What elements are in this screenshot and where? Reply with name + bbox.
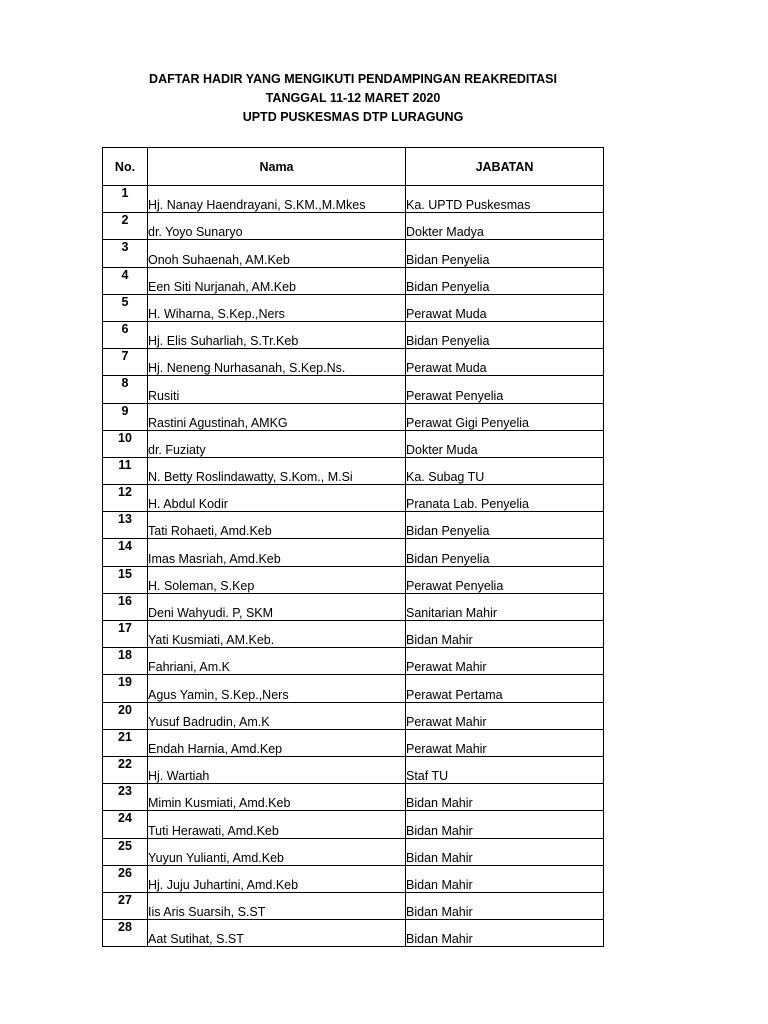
row-name: Yuyun Yulianti, Amd.Keb [148,838,406,865]
document-date: TANGGAL 11-12 MARET 2020 [265,91,441,105]
row-position: Bidan Penyelia [406,321,604,348]
row-name: Endah Harnia, Amd.Kep [148,729,406,756]
row-name: Tuti Herawati, Amd.Keb [148,811,406,838]
column-header-jabatan: JABATAN [406,148,604,186]
row-name: N. Betty Roslindawatty, S.Kom., M.Si [148,457,406,484]
row-position: Bidan Penyelia [406,512,604,539]
row-name: Rusiti [148,376,406,403]
row-position: Perawat Pertama [406,675,604,702]
table-row [103,593,604,620]
row-name: Agus Yamin, S.Kep.,Ners [148,675,406,702]
table-row [103,267,604,294]
row-position: Bidan Mahir [406,784,604,811]
row-position: Dokter Muda [406,430,604,457]
row-number: 14 [103,539,148,566]
row-number: 2 [103,213,148,240]
row-name: Hj. Neneng Nurhasanah, S.Kep.Ns. [148,349,406,376]
table-row [103,485,604,512]
table-row [103,321,604,348]
table-header-row [103,148,604,186]
table-row [103,430,604,457]
row-name: Hj. Wartiah [148,756,406,783]
column-header-no: No. [103,148,148,186]
row-name: H. Soleman, S.Kep [148,566,406,593]
row-position: Ka. UPTD Puskesmas [406,186,604,213]
table-row [103,621,604,648]
row-number: 20 [103,702,148,729]
row-position: Ka. Subag TU [406,457,604,484]
document-organization: UPTD PUSKESMAS DTP LURAGUNG [242,110,464,124]
row-number: 22 [103,756,148,783]
row-number: 1 [103,186,148,213]
row-number: 3 [103,240,148,267]
row-number: 12 [103,485,148,512]
table-body [103,186,604,947]
table-row [103,729,604,756]
row-name: Deni Wahyudi. P, SKM [148,593,406,620]
row-name: Hj. Juju Juhartini, Amd.Keb [148,865,406,892]
row-number: 26 [103,865,148,892]
table-row [103,376,604,403]
row-number: 18 [103,648,148,675]
row-number: 6 [103,321,148,348]
row-position: Bidan Mahir [406,811,604,838]
row-number: 13 [103,512,148,539]
row-position: Perawat Gigi Penyelia [406,403,604,430]
row-number: 15 [103,566,148,593]
row-number: 4 [103,267,148,294]
document-title: DAFTAR HADIR YANG MENGIKUTI PENDAMPINGAN REAKREDITASI [149,72,557,86]
table-row [103,838,604,865]
row-number: 16 [103,593,148,620]
table-row [103,920,604,947]
row-name: Onoh Suhaenah, AM.Keb [148,240,406,267]
row-position: Sanitarian Mahir [406,593,604,620]
row-name: Een Siti Nurjanah, AM.Keb [148,267,406,294]
row-name: Hj. Elis Suharliah, S.Tr.Keb [148,321,406,348]
table-row [103,702,604,729]
row-position: Perawat Penyelia [406,566,604,593]
row-position: Bidan Mahir [406,838,604,865]
table-row [103,756,604,783]
document-title-block [0,70,706,127]
row-position: Bidan Mahir [406,892,604,919]
row-position: Pranata Lab. Penyelia [406,485,604,512]
row-position: Perawat Muda [406,349,604,376]
row-position: Bidan Mahir [406,920,604,947]
table-row [103,539,604,566]
row-position: Bidan Penyelia [406,240,604,267]
row-position: Perawat Penyelia [406,376,604,403]
row-name: Iis Aris Suarsih, S.ST [148,892,406,919]
table-row [103,294,604,321]
row-name: H. Wiharna, S.Kep.,Ners [148,294,406,321]
row-number: 23 [103,784,148,811]
row-name: Hj. Nanay Haendrayani, S.KM.,M.Mkes [148,186,406,213]
row-name: Imas Masriah, Amd.Keb [148,539,406,566]
row-number: 24 [103,811,148,838]
table-row [103,457,604,484]
row-number: 10 [103,430,148,457]
table-row [103,566,604,593]
row-name: Yusuf Badrudin, Am.K [148,702,406,729]
table-row [103,892,604,919]
table-row [103,213,604,240]
column-header-nama: Nama [148,148,406,186]
table-row [103,784,604,811]
row-number: 19 [103,675,148,702]
table-row [103,186,604,213]
row-number: 25 [103,838,148,865]
row-name: dr. Fuziaty [148,430,406,457]
row-number: 9 [103,403,148,430]
table-row [103,240,604,267]
row-name: H. Abdul Kodir [148,485,406,512]
table-row [103,349,604,376]
row-position: Bidan Mahir [406,865,604,892]
attendance-table [102,147,604,947]
row-number: 27 [103,892,148,919]
table-row [103,675,604,702]
row-name: Yati Kusmiati, AM.Keb. [148,621,406,648]
row-name: Fahriani, Am.K [148,648,406,675]
row-number: 7 [103,349,148,376]
row-name: Mimin Kusmiati, Amd.Keb [148,784,406,811]
row-number: 17 [103,621,148,648]
row-name: Rastini Agustinah, AMKG [148,403,406,430]
row-position: Bidan Mahir [406,621,604,648]
row-number: 28 [103,920,148,947]
row-position: Perawat Mahir [406,648,604,675]
table-row [103,403,604,430]
table-row [103,865,604,892]
row-position: Perawat Muda [406,294,604,321]
row-position: Dokter Madya [406,213,604,240]
row-number: 11 [103,457,148,484]
row-position: Staf TU [406,756,604,783]
row-position: Bidan Penyelia [406,539,604,566]
row-number: 8 [103,376,148,403]
row-number: 5 [103,294,148,321]
row-position: Perawat Mahir [406,702,604,729]
row-name: Aat Sutihat, S.ST [148,920,406,947]
row-name: dr. Yoyo Sunaryo [148,213,406,240]
table-row [103,811,604,838]
table-row [103,512,604,539]
row-number: 21 [103,729,148,756]
row-position: Perawat Mahir [406,729,604,756]
row-position: Bidan Penyelia [406,267,604,294]
row-name: Tati Rohaeti, Amd.Keb [148,512,406,539]
table-row [103,648,604,675]
